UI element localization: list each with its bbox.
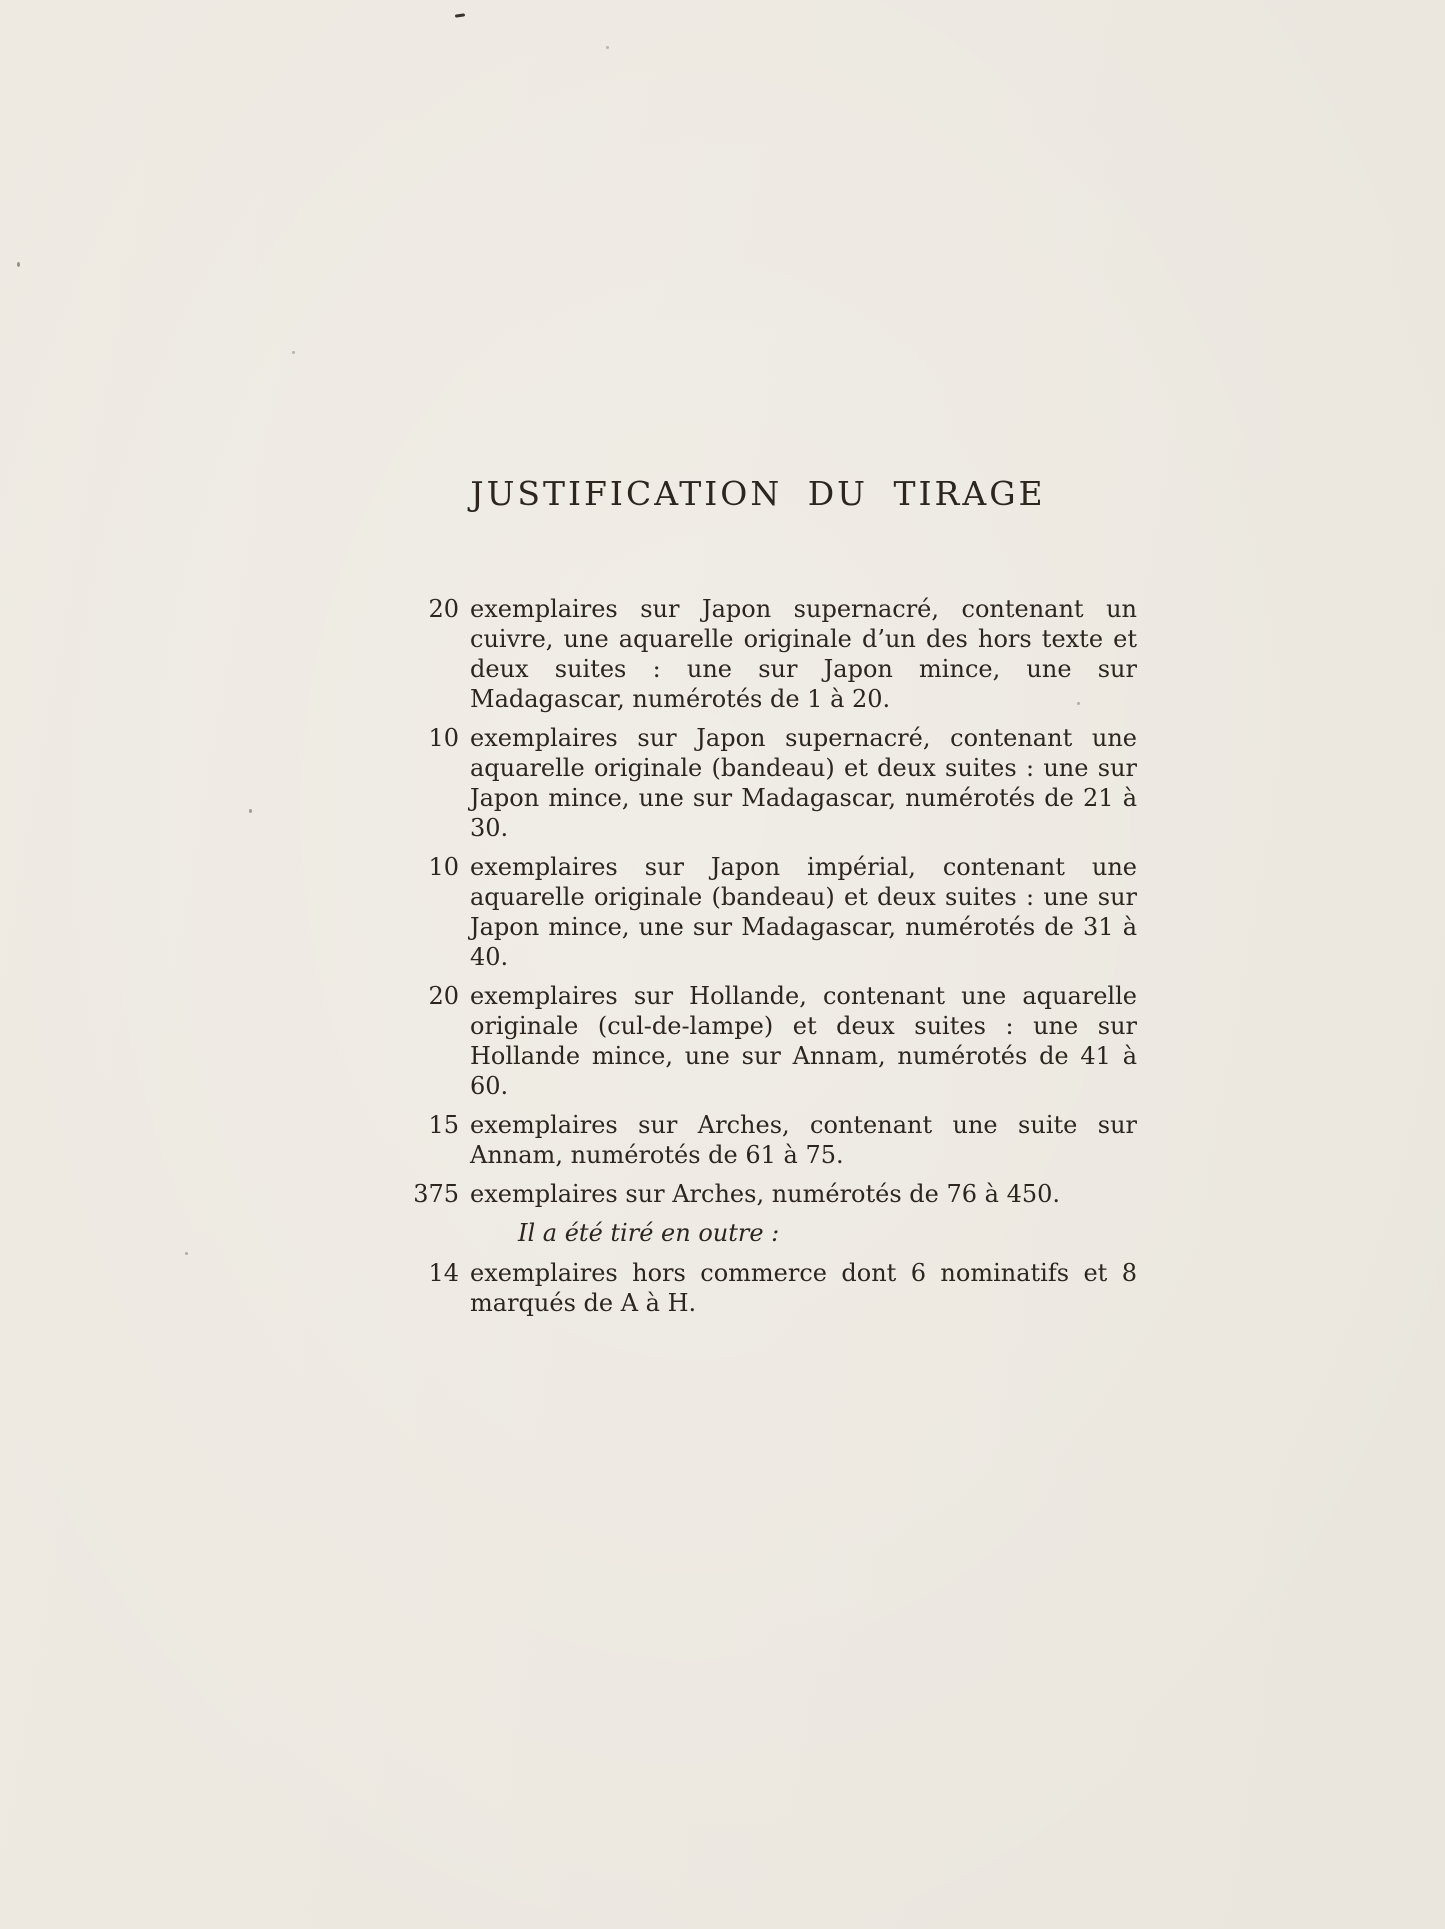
edition-entry (413, 594, 1137, 714)
edition-entry (413, 1258, 1137, 1318)
page-title: JUSTIFICATION DU TIRAGE (470, 474, 1046, 513)
edition-description: exemplaires sur Japon supernacré, contenant une aquarelle originale (bandeau) et deux suites : une sur Japon mince, une sur Madagascar, numérotés de 21 à 30. (470, 724, 1137, 842)
edition-description: exemplaires sur Hollande, contenant une aquarelle originale (cul-de-lampe) et deux suites : une sur Hollande mince, une sur Annam, numérotés de 41 à 60. (470, 982, 1137, 1100)
paper-speck (292, 351, 295, 354)
copy-count: 20 (428, 595, 459, 623)
edition-entry (413, 981, 1137, 1101)
edition-entry (413, 1110, 1137, 1170)
copy-count: 10 (428, 853, 459, 881)
edition-description: exemplaires hors commerce dont 6 nominatifs et 8 marqués de A à H. (470, 1259, 1137, 1317)
edition-entry (413, 723, 1137, 843)
edition-entries (413, 594, 1137, 1209)
copy-count: 20 (428, 982, 459, 1010)
hors-commerce-entries (413, 1258, 1137, 1318)
paper-speck (249, 809, 252, 813)
edition-description: exemplaires sur Arches, contenant une suite sur Annam, numérotés de 61 à 75. (470, 1111, 1137, 1169)
edition-entry (413, 852, 1137, 972)
edition-description: exemplaires sur Arches, numérotés de 76 à 450. (470, 1180, 1061, 1208)
edition-description: exemplaires sur Japon impérial, contenant une aquarelle originale (bandeau) et deux suites : une sur Japon mince, une sur Madagascar, numérotés de 31 à 40. (470, 853, 1137, 971)
copy-count: 10 (428, 724, 459, 752)
edition-entry (413, 1179, 1137, 1209)
paper-speck (185, 1252, 188, 1255)
copy-count: 15 (428, 1111, 459, 1139)
copy-count: 375 (413, 1180, 459, 1208)
copy-count: 14 (428, 1259, 459, 1287)
paper-speck (606, 46, 609, 49)
paper-speck (17, 262, 20, 267)
note-line: Il a été tiré en outre : (518, 1219, 780, 1247)
edition-description: exemplaires sur Japon supernacré, contenant un cuivre, une aquarelle originale d’un des hors texte et deux suites : une sur Japon mince, une sur Madagascar, numérotés de 1 à 20. (470, 595, 1137, 713)
edition-list (413, 594, 1137, 1327)
paper-speck (455, 13, 465, 17)
